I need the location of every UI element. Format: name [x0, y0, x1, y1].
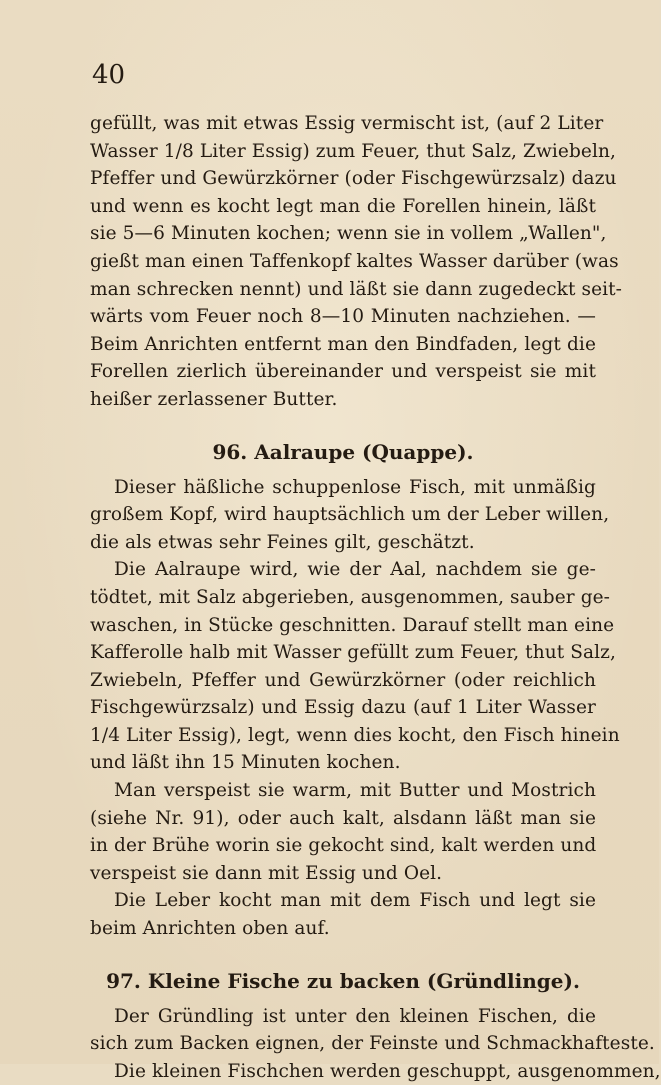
text-line: und wenn es kocht legt man die Forellen hinein, läßt: [90, 195, 596, 217]
text-line: wärts vom Feuer noch 8—10 Minuten nachziehen. —: [90, 306, 596, 328]
text-line: (siehe Nr. 91), oder auch kalt, alsdann läßt man sie: [90, 807, 596, 829]
page-number: 40: [92, 60, 126, 90]
text-line: Pfeffer und Gewürzkörner (oder Fischgewürzsalz) dazu: [90, 168, 617, 190]
text-line: Kafferolle halb mit Wasser gefüllt zum Feuer, thut Salz,: [90, 642, 617, 664]
section-97-body: [90, 1003, 661, 1085]
text-line: 1/4 Liter Essig), legt, wenn dies kocht, den Fisch hinein: [90, 724, 620, 746]
text-line: Zwiebeln, Pfeffer und Gewürzkörner (oder reichlich: [90, 669, 596, 691]
text-line: gießt man einen Taffenkopf kaltes Wasser darüber (was: [90, 250, 619, 272]
text-line: Die Leber kocht man mit dem Fisch und legt sie: [114, 890, 596, 912]
text-line: gefüllt, was mit etwas Essig vermischt ist, (auf 2 Liter: [90, 113, 604, 134]
text-line: beim Anrichten oben auf.: [90, 918, 330, 940]
text-line: sie 5—6 Minuten kochen; wenn sie in vollem „Wallen",: [90, 223, 607, 245]
text-line: Wasser 1/8 Liter Essig) zum Feuer, thut Salz, Zwiebeln,: [90, 140, 616, 162]
text-line: verspeist sie dann mit Essig und Oel.: [90, 862, 443, 884]
section-heading-96: 96. Aalraupe (Quappe).: [212, 439, 474, 464]
section-heading-97: 97. Kleine Fische zu backen (Gründlinge).: [106, 968, 580, 993]
text-line: Fischgewürzsalz) und Essig dazu (auf 1 Liter Wasser: [90, 697, 596, 719]
text-line: Der Gründling ist unter den kleinen Fischen, die: [114, 1005, 596, 1027]
text-line: heißer zerlassener Butter.: [90, 388, 338, 410]
text-line: und läßt ihn 15 Minuten kochen.: [90, 752, 401, 774]
text-line: Die Aalraupe wird, wie der Aal, nachdem sie ge-: [114, 559, 596, 581]
text-line: Die kleinen Fischchen werden geschuppt, ausgenommen,: [114, 1060, 661, 1082]
text-line: man schrecken nennt) und läßt sie dann zugedeckt seit-: [90, 278, 623, 300]
text-line: großem Kopf, wird hauptsächlich um der Leber willen,: [90, 504, 610, 526]
text-line: Beim Anrichten entfernt man den Bindfaden, legt die: [90, 333, 596, 355]
section-96-body: [90, 474, 620, 943]
text-line: in der Brühe worin sie gekocht sind, kalt werden und: [90, 835, 597, 857]
text-line: sich zum Backen eignen, der Feinste und Schmackhafteste.: [90, 1033, 655, 1055]
intro-paragraph: [90, 110, 623, 414]
text-line: tödtet, mit Salz abgerieben, ausgenommen, sauber ge-: [90, 586, 611, 608]
text-line: Dieser häßliche schuppenlose Fisch, mit unmäßig: [114, 476, 596, 498]
page-text: [90, 110, 661, 1085]
text-line: Forellen zierlich übereinander und verspeist sie mit: [90, 361, 596, 383]
text-line: die als etwas sehr Feines gilt, geschätzt.: [90, 531, 475, 553]
text-line: waschen, in Stücke geschnitten. Darauf stellt man eine: [90, 614, 615, 636]
text-line: Man verspeist sie warm, mit Butter und Mostrich: [114, 780, 596, 802]
